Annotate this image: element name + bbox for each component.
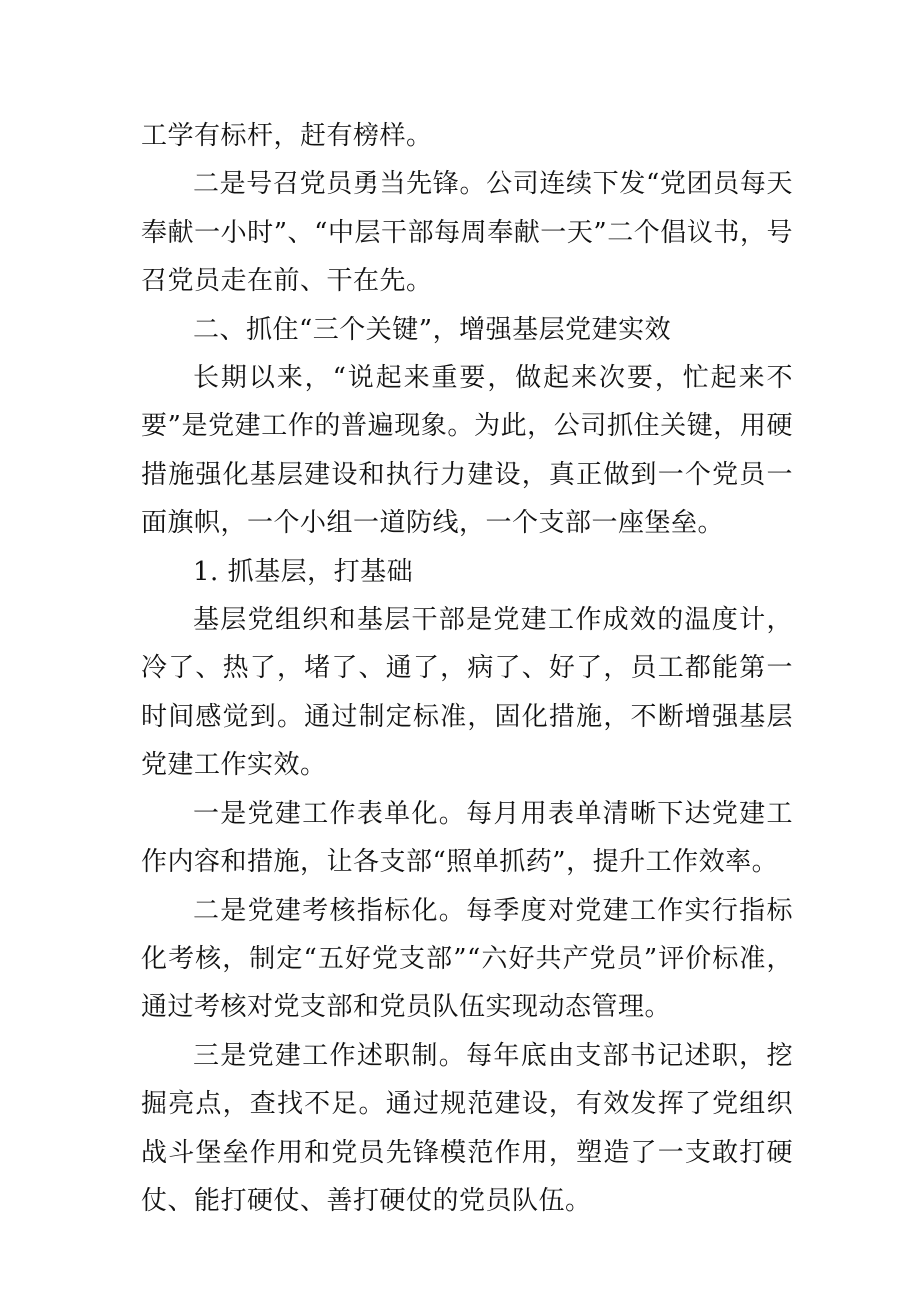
paragraph-long-term-phenomenon: 长期以来，“说起来重要，做起来次要，忙起来不要”是党建工作的普遍现象。为此，公司抓住关键，用硬措施强化基层建设和执行力建设，真正做到一个党员一面旗帜，一个小组一道防线，一个支部一座堡垒。 bbox=[141, 363, 793, 539]
paragraph-grassroots-thermometer: 基层党组织和基层干部是党建工作成效的温度计，冷了、热了，堵了、通了，病了、好了，员工都能第一时间感觉到。通过制定标准，固化措施，不断增强基层党建工作实效。 bbox=[141, 605, 793, 781]
paragraph-indicator-assessment: 二是党建考核指标化。每季度对党建工作实行指标化考核，制定“五好党支部”“六好共产党员”评价标准，通过考核对党支部和党员队伍实现动态管理。 bbox=[141, 895, 793, 1023]
document-body bbox=[141, 112, 793, 1225]
paragraph-work-report-system: 三是党建工作述职制。每年底由支部书记述职，挖掘亮点，查找不足。通过规范建设，有效发挥了党组织战斗堡垒作用和党员先锋模范作用，塑造了一支敢打硬仗、能打硬仗、善打硬仗的党员队伍。 bbox=[141, 1040, 793, 1216]
paragraph-form-based-work: 一是党建工作表单化。每月用表单清晰下达党建工作内容和措施，让各支部“照单抓药”，提升工作效率。 bbox=[141, 798, 793, 878]
paragraph-call-party-members: 二是号召党员勇当先锋。公司连续下发“党团员每天奉献一小时”、“中层干部每周奉献一天”二个倡议书，号召党员走在前、干在先。 bbox=[141, 169, 793, 297]
subsection-heading-grassroots: 1. 抓基层，打基础 bbox=[193, 556, 414, 587]
section-heading-three-keys: 二、抓住“三个关键”，增强基层党建实效 bbox=[193, 314, 672, 345]
paragraph-continuation: 工学有标杆，赶有榜样。 bbox=[141, 121, 433, 151]
